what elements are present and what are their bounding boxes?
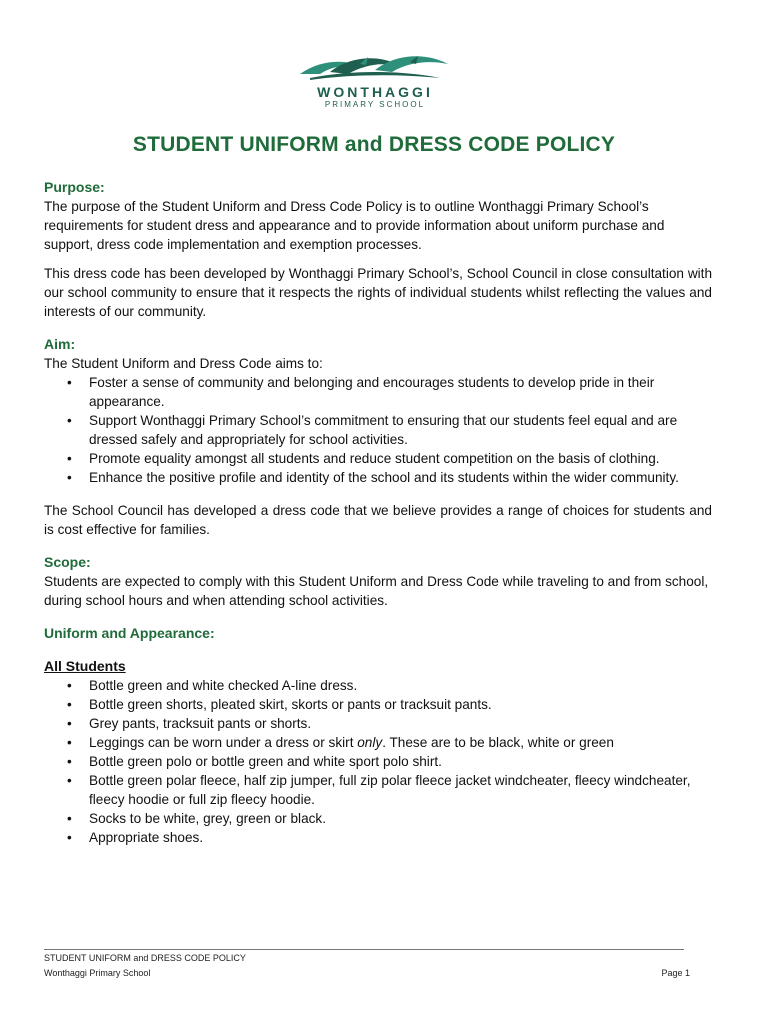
- purpose-paragraph-1: The purpose of the Student Uniform and Dress Code Policy is to outline Wonthaggi Primary School’s requirements for student dress and appearance and to provide information about uniform purchase and support, dress code implementation and exemption processes.: [44, 199, 665, 252]
- uniform-list: [44, 676, 712, 847]
- leggings-text-end: . These are to be black, white or green: [382, 735, 614, 750]
- footer-school-name: Wonthaggi Primary School: [44, 968, 151, 978]
- uniform-list-item: • Appropriate shoes.: [89, 828, 712, 847]
- uniform-list-item: • Bottle green polar fleece, half zip jumper, full zip polar fleece jacket windcheater, fleecy windcheater, fleecy hoodie or full zip fleecy hoodie.: [89, 771, 712, 809]
- aim-closing-paragraph: The School Council has developed a dress code that we believe provides a range of choices for students and is cost effective for families.: [44, 503, 712, 537]
- leggings-emphasis: only: [357, 735, 383, 750]
- purpose-paragraph-2: This dress code has been developed by Wonthaggi Primary School’s, School Council in close consultation with our school community to ensure that it respects the rights of individual students whilst reflecting the values and interests of our community.: [44, 266, 712, 319]
- policy-body: [44, 178, 712, 847]
- uniform-list-item: • Bottle green polo or bottle green and white sport polo shirt.: [89, 752, 712, 771]
- aim-list-item: • Support Wonthaggi Primary School’s commitment to ensuring that our students feel equal and are dressed safely and appropriately for school activities.: [89, 411, 712, 449]
- uniform-list-item-leggings: [89, 733, 712, 752]
- aim-heading: Aim:: [44, 336, 76, 352]
- footer-document-title: STUDENT UNIFORM and DRESS CODE POLICY: [44, 953, 246, 963]
- aim-list-item: • Enhance the positive profile and identity of the school and its students within the wider community.: [89, 468, 712, 487]
- school-logo: [290, 52, 460, 112]
- scope-heading: Scope:: [44, 554, 91, 570]
- uniform-heading: Uniform and Appearance:: [44, 625, 215, 641]
- scope-paragraph: Students are expected to comply with this Student Uniform and Dress Code while traveling to and from school, during school hours and when attending school activities.: [44, 574, 709, 608]
- uniform-list-item: • Socks to be white, grey, green or black.: [89, 809, 712, 828]
- logo-school-name: WONTHAGGI: [317, 84, 433, 100]
- footer-page-number: Page 1: [661, 968, 690, 978]
- aim-list-item: • Foster a sense of community and belonging and encourages students to develop pride in their appearance.: [89, 373, 712, 411]
- uniform-list-item: • Grey pants, tracksuit pants or shorts.: [89, 714, 712, 733]
- aim-intro: The Student Uniform and Dress Code aims to:: [44, 356, 323, 371]
- aim-list: [44, 373, 712, 487]
- aim-list-item: • Promote equality amongst all students and reduce student competition on the basis of clothing.: [89, 449, 712, 468]
- page-title: STUDENT UNIFORM and DRESS CODE POLICY: [132, 133, 616, 156]
- uniform-list-item: • Bottle green shorts, pleated skirt, skorts or pants or tracksuit pants.: [89, 695, 712, 714]
- logo-school-subtitle: PRIMARY SCHOOL: [324, 100, 426, 109]
- all-students-subheading: All Students: [44, 658, 126, 674]
- dolphins-icon: [290, 52, 460, 84]
- footer-divider: [44, 949, 684, 950]
- leggings-text: Leggings can be worn under a dress or skirt: [89, 735, 358, 750]
- purpose-heading: Purpose:: [44, 179, 105, 195]
- uniform-list-item: • Bottle green and white checked A-line dress.: [89, 676, 712, 695]
